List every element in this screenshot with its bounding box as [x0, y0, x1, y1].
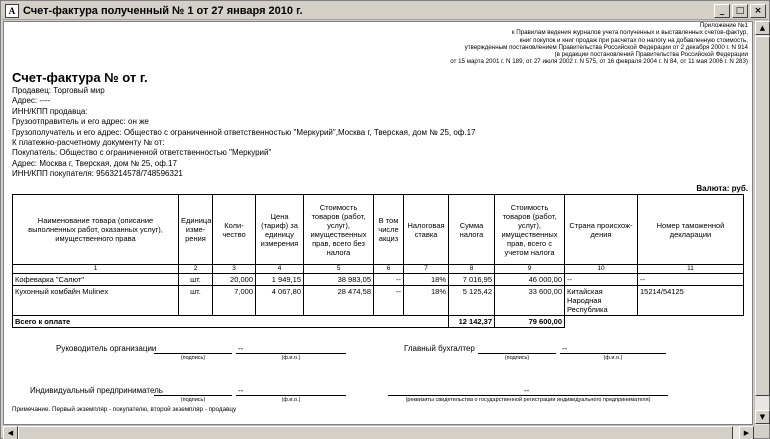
cell-cost-no-tax: 28 474,58 — [304, 286, 374, 316]
cell-price: 1 949,15 — [256, 274, 304, 286]
col-header-cost-with-tax: Стоимость товаров (работ, услуг), имущественных прав, всего с учетом налога — [495, 195, 565, 265]
col-number: 9 — [495, 265, 565, 274]
seller-line: Продавец: Торговый мир — [12, 86, 105, 95]
col-number: 4 — [256, 265, 304, 274]
consignee-line: Грузополучатель и его адрес: Общество с ограниченной ответственностью "Меркурий",Москва г, Тверская, дом № 25, оф.17 — [12, 127, 476, 137]
app-icon: A — [5, 4, 19, 18]
total-label: Всего к оплате — [13, 316, 449, 328]
cell-name: Кухонный комбайн Mulinex — [13, 286, 179, 316]
col-header-price: Цена (тариф) за единицу измерения — [256, 195, 304, 265]
annex-block — [328, 22, 748, 66]
minimize-button[interactable]: _ — [714, 4, 730, 18]
entrepreneur-sign-line — [154, 386, 232, 396]
head-name-caption: (ф.и.о.) — [281, 355, 301, 361]
horizontal-scrollbar[interactable] — [3, 425, 754, 439]
annex-line: утвержденным постановлением Правительства Российской Федерации от 2 декабря 2000 г. N 914 — [464, 43, 748, 51]
col-header-qty: Коли-чество — [213, 195, 256, 265]
total-row — [13, 316, 744, 328]
col-header-name: Наименование товара (описание выполненных работ, оказанных услуг), имущественного права — [13, 195, 179, 265]
col-number: 2 — [179, 265, 213, 274]
document-viewport[interactable] — [3, 21, 753, 425]
cell-name: Кофеварка "Салют" — [13, 274, 179, 286]
cell-cost-no-tax: 38 983,05 — [304, 274, 374, 286]
head-name: -- — [238, 344, 244, 353]
entrepreneur-cert-line — [388, 386, 668, 396]
col-number: 1 — [13, 265, 179, 274]
invoice-page — [4, 22, 753, 425]
col-header-cost-no-tax: Стоимость товаров (работ, услуг), имущественных прав, всего без налога — [304, 195, 374, 265]
cell-tax-rate: 18% — [404, 274, 449, 286]
window-title: Счет-фактура полученный № 1 от 27 января 2010 г. — [23, 4, 303, 17]
cell-price: 4 067,80 — [256, 286, 304, 316]
payment-doc-line: К платежно-расчетному документу № от: — [12, 138, 165, 148]
cell-tax-sum: 5 125,42 — [449, 286, 495, 316]
entrepreneur-name-line — [236, 386, 346, 396]
cell-qty: 20,000 — [213, 274, 256, 286]
entrepreneur-label: Индивидуальный предприниматель — [30, 386, 163, 395]
col-header-country: Страна происхож-дения — [565, 195, 638, 265]
total-sum: 79 600,00 — [495, 316, 565, 328]
entrepreneur-sign-caption: (подпись) — [180, 397, 206, 403]
buyer-line: Покупатель: Общество с ограниченной ответственностью "Меркурий" — [12, 148, 272, 158]
cell-country: Китайская Народная Республика — [565, 286, 638, 316]
annex-line: к Правилам ведения журналов учета полученных и выставленных счетов-фактур, — [511, 29, 748, 37]
total-tax-sum: 12 142,37 — [449, 316, 495, 328]
cell-unit: шт. — [179, 274, 213, 286]
col-number: 6 — [374, 265, 404, 274]
cell-cost-with-tax: 46 000,00 — [495, 274, 565, 286]
table-row[interactable] — [13, 274, 744, 286]
cell-customs: -- — [638, 274, 744, 286]
col-header-tax-rate: Налоговая ставка — [404, 195, 449, 265]
close-button[interactable]: × — [750, 4, 766, 18]
head-label: Руководитель организации — [56, 344, 157, 353]
accountant-name-caption: (ф.и.о.) — [603, 355, 623, 361]
col-number: 5 — [304, 265, 374, 274]
vertical-scroll-thumb[interactable] — [755, 36, 770, 396]
cell-customs: 15214/54125 — [638, 286, 744, 316]
cell-cost-with-tax: 33 600,00 — [495, 286, 565, 316]
col-number: 11 — [638, 265, 744, 274]
scroll-left-arrow-icon[interactable]: ◀ — [3, 426, 18, 439]
annex-line: от 15 марта 2001 г. N 189, от 27 июля 2002 г. N 575, от 16 февраля 2004 г. N 84, от 11 мая 2006 г. N 283) — [450, 58, 748, 66]
annex-line: Приложение №1 — [699, 22, 748, 29]
table-header-row — [13, 195, 744, 265]
col-number: 7 — [404, 265, 449, 274]
head-sign-caption: (подпись) — [180, 355, 206, 361]
accountant-name: -- — [562, 344, 568, 353]
seller-address-line: Адрес: ---- — [12, 96, 51, 106]
annex-line: (в редакции постановлений Правительства Российской Федерации — [554, 51, 748, 59]
head-name-line — [236, 344, 346, 354]
cell-unit: шт. — [179, 286, 213, 316]
entrepreneur-cert: -- — [524, 386, 530, 395]
cell-tax-sum: 7 016,95 — [449, 274, 495, 286]
buyer-inn-line: ИНН/КПП покупателя: 9563214578/748596321 — [12, 169, 183, 179]
scroll-down-arrow-icon[interactable]: ▼ — [755, 410, 770, 424]
accountant-sign-line — [478, 344, 556, 354]
maximize-button[interactable]: □ — [732, 4, 748, 18]
col-header-excise: В том числе акциз — [374, 195, 404, 265]
col-number: 8 — [449, 265, 495, 274]
buyer-address-line: Адрес: Москва г, Тверская, дом № 25, оф.17 — [12, 158, 177, 168]
header-details — [12, 86, 476, 180]
col-header-unit: Единица изме-рения — [179, 195, 213, 265]
cell-qty: 7,000 — [213, 286, 256, 316]
entrepreneur-cert-caption: (реквизиты свидетельства о государственной регистрации индивидуального предпринимателя) — [405, 397, 651, 403]
scroll-right-arrow-icon[interactable]: ▶ — [739, 426, 754, 439]
col-number: 10 — [565, 265, 638, 274]
cell-excise: -- — [374, 286, 404, 316]
table-row[interactable] — [13, 286, 744, 316]
title-bar[interactable] — [2, 2, 768, 20]
annex-line: книг покупок и книг продаж при расчетах по налогу на добавленную стоимость, — [519, 36, 748, 44]
cell-country: -- — [565, 274, 638, 286]
scroll-up-arrow-icon[interactable]: ▲ — [755, 21, 770, 35]
cell-tax-rate: 18% — [404, 286, 449, 316]
horizontal-scroll-thumb[interactable] — [18, 426, 733, 439]
seller-inn-line: ИНН/КПП продавца: — [12, 106, 88, 116]
footnote: Примечание. Первый экземпляр - покупателю, второй экземпляр - продавцу — [12, 406, 237, 413]
shipper-line: Грузоотправитель и его адрес: он же — [12, 117, 149, 127]
col-header-tax-sum: Сумма налога — [449, 195, 495, 265]
head-sign-line — [154, 344, 232, 354]
accountant-name-line — [560, 344, 666, 354]
col-header-customs: Номер таможенной декларации — [638, 195, 744, 265]
vertical-scrollbar[interactable] — [754, 21, 769, 425]
cell-excise: -- — [374, 274, 404, 286]
entrepreneur-name: -- — [238, 386, 244, 395]
invoice-table — [12, 194, 744, 328]
accountant-sign-caption: (подпись) — [504, 355, 530, 361]
entrepreneur-name-caption: (ф.и.о.) — [281, 397, 301, 403]
col-number: 3 — [213, 265, 256, 274]
accountant-label: Главный бухгалтер — [404, 344, 475, 353]
document-title: Счет-фактура № от г. — [12, 70, 148, 85]
currency-label: Валюта: руб. — [696, 184, 748, 193]
total-empty — [565, 316, 744, 328]
column-number-row — [13, 265, 744, 274]
